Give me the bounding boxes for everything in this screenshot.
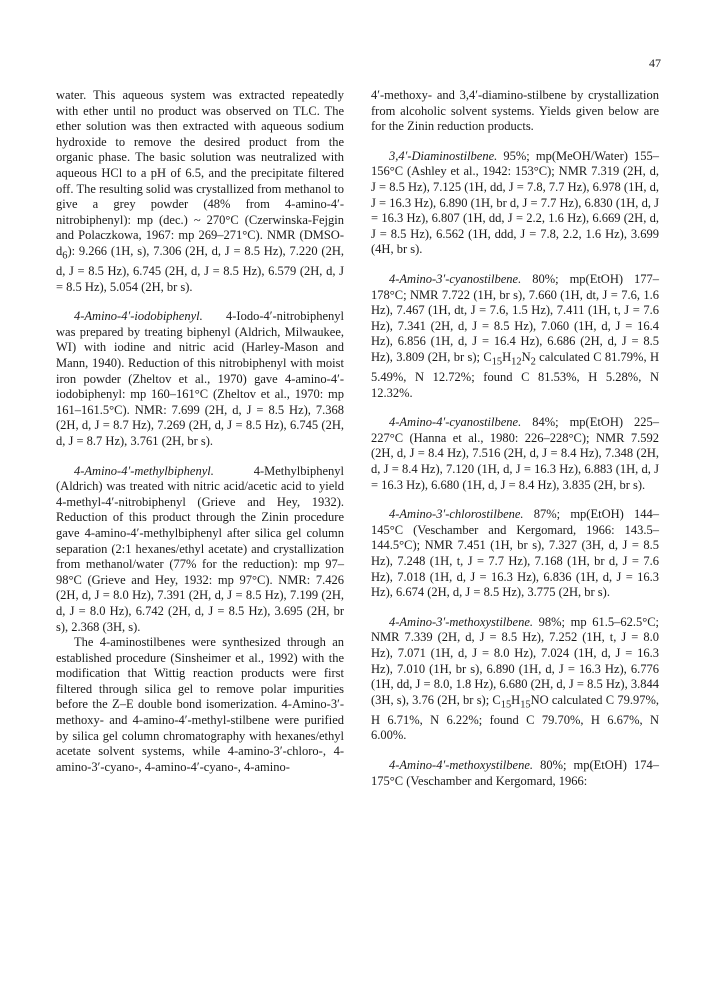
paragraph — [56, 88, 344, 295]
compound-title: 4-Amino-4′-methylbiphenyl. — [74, 463, 214, 478]
paragraph — [371, 272, 659, 401]
paragraph-body: 4-Iodo-4′-nitrobiphenyl was prepared by treating biphenyl (Aldrich, Milwaukee, WI) with iodine and nitric acid (Harley-Mason and Mann, 1940). Reduction of this nitrobiphenyl with moist iron powder (Zheltov et al., 1970) gave 4-amino-4′-iodobiphenyl: mp 160–161°C (Zheltov et al., 1970: mp 161–161.5°C). NMR: 7.699 (2H, d, J = 8.5 Hz), 7.368 (2H, d, J = 8.7 Hz), 7.269 (2H, d, J = 8.5 Hz), 6.745 (2H, d, J = 8.7 Hz), 3.761 (2H, br s). — [56, 309, 344, 448]
paragraph — [371, 758, 659, 789]
paragraph — [56, 464, 344, 636]
paragraph-body: 4′-methoxy- and 3,4′-diamino-stilbene by crystallization from alcoholic solvent systems. Yields given below are for the Zinin reduction products. — [371, 88, 659, 134]
paragraph-body: 4-Methylbiphenyl (Aldrich) was treated with nitric acid/acetic acid to yield 4-methyl-4′-nitrobiphenyl (Grieve and Hey, 1932). Reduction of this product through the Zinin procedure gave 4-amino-4′-methylbiphenyl after silica gel column separation (2:1 hexanes/ethyl acetate) and crystallization from methanol/water (77% for the reduction): mp 97–98°C (Grieve and Hey, 1932: mp 97°C). NMR: 7.426 (2H, d, J = 8.0 Hz), 7.391 (2H, d, J = 8.5 Hz), 7.199 (2H, d, J = 8.0 Hz), 6.742 (2H, d, J = 8.5 Hz), 3.695 (2H, br s), 2.368 (3H, s). — [56, 463, 344, 634]
paragraph-body: 80%; mp(EtOH) 177–178°C; NMR 7.722 (1H, br s), 7.660 (1H, dt, J = 7.6, 1.6 Hz), 7.467 (1H, dt, J = 7.6, 1.5 Hz), 7.411 (1H, t, J = 7.6 Hz), 7.341 (2H, d, J = 8.5 Hz), 7.060 (1H, d, J = 16.4 Hz), 6.856 (1H, d, J = 16.4 Hz), 6.686 (2H, d, J = 8.5 Hz), 3.809 (2H, br s); $C_{15}H_{12}N_2$ calculated C 81.79%, H 5.49%, N 12.72%; found C 81.53%, H 5.28%, N 12.32%. — [371, 271, 660, 400]
left-column — [56, 88, 344, 775]
page-number: 47 — [649, 56, 661, 70]
compound-title: 4-Amino-3′-cyanostilbene. — [389, 271, 522, 286]
compound-title: 4-Amino-4′-cyanostilbene. — [389, 415, 522, 430]
paragraph-body: 87%; mp(EtOH) 144–145°C (Veschamber and Kergomard, 1966: 143.5–144.5°C); NMR 7.451 (1H, br s), 7.327 (3H, d, J = 8.5 Hz), 7.248 (1H, t, J = 7.7 Hz), 7.168 (1H, br d, J = 7.6 Hz), 7.018 (1H, d, J = 16.3 Hz), 6.836 (1H, d, J = 16.3 Hz), 6.674 (2H, d, J = 8.5 Hz), 3.775 (2H, br s). — [371, 507, 659, 600]
paragraph-body: The 4-aminostilbenes were synthesized through an established procedure (Sinsheimer et al., 1992) with the modification that Wittig reaction products were first filtered through silica gel to remove polar impurities before the Z–E double bond isomerization. 4-Amino-3′-methoxy- and 4-amino-4′-methyl-stilbene were purified by silica gel column chromatography with hexanes/ethyl acetate solvent systems, while 4-amino-3′-chloro-, 4-amino-3′-cyano-, 4-amino-4′-cyano-, 4-amino- — [56, 635, 344, 774]
paragraph — [371, 149, 659, 258]
compound-title: 4-Amino-3′-chlorostilbene. — [389, 507, 524, 522]
paragraph — [56, 309, 344, 449]
paragraph-body: 84%; mp(EtOH) 225–227°C (Hanna et al., 1980: 226–228°C); NMR 7.592 (2H, d, J = 8.4 Hz), 7.516 (2H, d, J = 8.4 Hz), 7.348 (2H, d, J = 8.4 Hz), 7.120 (1H, d, J = 16.3 Hz), 6.883 (1H, d, J = 16.3 Hz), 6.680 (1H, d, J = 8.4 Hz), 3.835 (2H, br s). — [371, 415, 659, 492]
paragraph-body: water. This aqueous system was extracted repeatedly with ether until no product was observed on TLC. The ether solution was then extracted with aqueous sodium hydroxide to remove the desired product from the organic phase. The basic solution was neutralized with aqueous HCl to a pH of 6.5, and the precipitate filtered off. The resulting solid was crystallized from methanol to give a grey powder (48% from 4-amino-4′-nitrobiphenyl): mp (dec.) ~ 270°C (Czerwinska-Fejgin and Polaczkowa, 1967: mp 269–271°C). NMR $(DMSO-d_6)$: 9.266 (1H, s), 7.306 (2H, d, J = 8.5 Hz), 7.220 (2H, d, J = 8.5 Hz), 6.745 (2H, d, J = 8.5 Hz), 6.579 (2H, d, J = 8.5 Hz), 5.054 (2H, br s). — [56, 88, 344, 294]
compound-title: 4-Amino-4′-methoxystilbene. — [389, 757, 534, 772]
paragraph — [56, 635, 344, 775]
paragraph-body: 80%; mp(EtOH) 174–175°C (Veschamber and Kergomard, 1966: — [371, 757, 659, 788]
compound-title: 4-Amino-4′-iodobiphenyl. — [74, 309, 203, 324]
paragraph — [371, 88, 659, 135]
paragraph-body: 98%; mp 61.5–62.5°C; NMR 7.339 (2H, d, J = 8.5 Hz), 7.252 (1H, t, J = 8.0 Hz), 7.071 (1H, d, J = 8.0 Hz), 7.024 (1H, d, J = 16.3 Hz), 7.010 (1H, br s), 6.890 (1H, d, J = 16.3 Hz), 6.776 (1H, dd, J = 8.0, 1.8 Hz), 6.680 (2H, d, J = 8.5 Hz), 3.844 (3H, s), 3.76 (2H, br s); $C_{15}H_{15}NO$ calculated C 79.97%, H 6.71%, N 6.22%; found C 79.70%, H 6.67%, N 6.00%. — [371, 614, 660, 743]
paragraph-body: 95%; mp(MeOH/Water) 155–156°C (Ashley et al., 1942: 153°C); NMR 7.319 (2H, d, J = 8.5 Hz), 7.125 (1H, dd, J = 7.8, 7.7 Hz), 6.978 (1H, d, J = 16.3 Hz), 6.890 (1H, br d, J = 7.7 Hz), 6.830 (1H, d, J = 16.3 Hz), 6.807 (1H, dd, J = 2.2, 1.6 Hz), 6.669 (2H, d, J = 8.5 Hz), 6.562 (1H, ddd, J = 7.8, 2.2, 1.6 Hz), 3.699 (4H, br s). — [371, 148, 660, 257]
right-column — [371, 88, 659, 789]
paragraph — [371, 507, 659, 601]
paragraph — [371, 615, 659, 744]
compound-title: 4-Amino-3′-methoxystilbene. — [389, 614, 534, 629]
paragraph — [371, 415, 659, 493]
compound-title: 3,4′-Diaminostilbene. — [389, 148, 498, 163]
